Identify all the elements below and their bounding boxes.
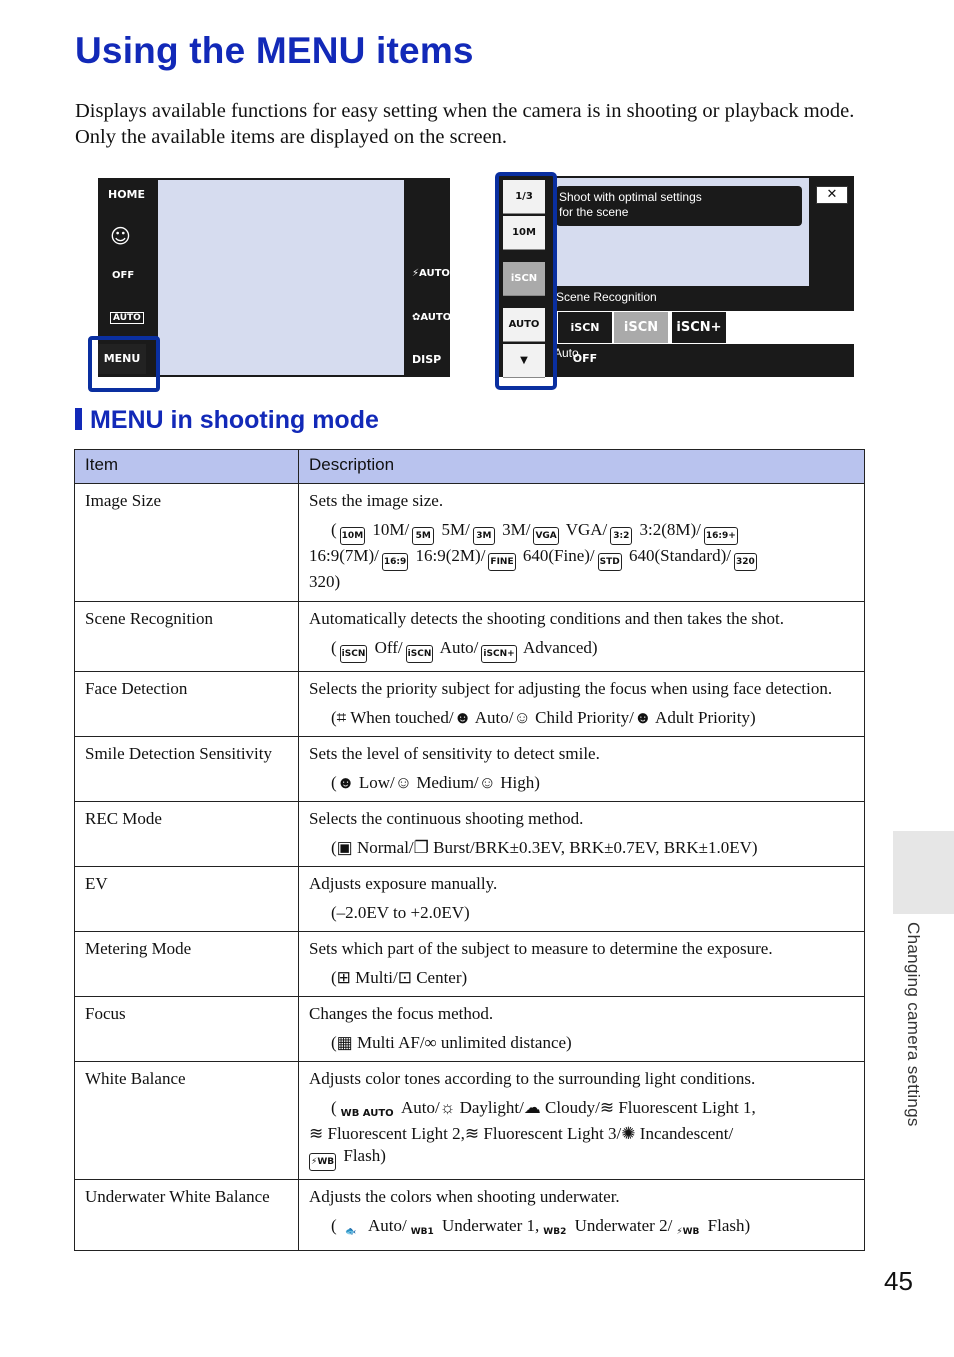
adult-priority-icon: ☻ [633,708,652,727]
scene-advanced-option[interactable]: iSCN+ [672,312,726,343]
underwater-auto-icon: 🐟 [345,1227,357,1237]
table-row [75,672,865,737]
auto-label: Auto [554,346,579,360]
movie-fine-icon: FINE [488,553,515,571]
menu-table [74,449,865,1251]
page-indicator[interactable]: 1/3 [503,180,545,214]
desc-cell: Selects the continuous shooting method. (▣ Normal/❐ Burst/BRK±0.3EV, BRK±0.7EV, BRK±1.0EV) [299,802,865,867]
section-bar [75,408,82,430]
table-row [75,1062,865,1180]
image-size-3-2-icon: 3:2 [610,527,632,545]
close-button[interactable]: ✕ [816,186,848,204]
side-tab-label: Changing camera settings [904,922,923,1127]
desc-cell: Sets which part of the subject to measure to determine the exposure. (⊞ Multi/⊡ Center) [299,932,865,997]
underwater-flash-icon: ⚡WB [676,1227,700,1237]
image-size-icon[interactable]: 10M [503,216,545,250]
metering-center-icon: ⊡ [397,968,412,987]
face-detection-icon[interactable]: AUTO [503,308,545,342]
scene-auto-icon: iSCN [406,645,434,663]
scene-recognition-icon[interactable]: iSCN [503,262,545,296]
flash-auto-icon[interactable]: ⚡AUTO [412,268,450,279]
scene-auto-option[interactable]: iSCN [614,312,668,343]
side-tab [893,831,954,914]
multi-af-icon: ▦ [336,1033,353,1052]
infinity-icon: ∞ [424,1033,437,1052]
image-size-10m-icon: 10M [340,527,365,545]
image-size-3m-icon: 3M [473,527,495,545]
page-number: 45 [884,1266,913,1296]
movie-320-icon: 320 [734,553,757,571]
header-item: Item [75,450,299,484]
wb-auto-icon: WB AUTO [340,1108,394,1119]
menu-column-highlight [495,172,557,390]
disp-button[interactable]: DISP [412,353,442,366]
item-cell: Image Size [75,484,299,602]
table-row [75,997,865,1062]
intro-text: Displays available functions for easy setting when the camera is in shooting or playback mode. Only the available items are displayed on the screen. [75,100,855,148]
incandescent-icon: ✺ [621,1124,636,1143]
item-cell: Face Detection [75,672,299,737]
item-cell: Smile Detection Sensitivity [75,737,299,802]
desc-cell: Changes the focus method. (▦ Multi AF/∞ unlimited distance) [299,997,865,1062]
scene-off-option[interactable]: iSCN OFF [558,312,612,343]
daylight-icon: ☼ [439,1098,456,1117]
metering-multi-icon: ⊞ [336,968,351,987]
image-size-vga-icon: VGA [533,527,558,545]
item-cell: REC Mode [75,802,299,867]
scene-recognition-label: Scene Recognition [556,290,657,304]
underwater-2-icon: WB2 [543,1227,567,1237]
desc-cell: Adjusts color tones according to the surrounding light conditions. ( WB AUTO Auto/☼ Daylight/☁ Cloudy/≋ Fluorescent Light 1, ≋ Fluorescent Light 2,≋ Fluorescent Light 3/✺ Incandescent/ ⚡WB Flash) [299,1062,865,1180]
desc-cell: Sets the level of sensitivity to detect smile. (☻ Low/☺ Medium/☺ High) [299,737,865,802]
burst-icon: ❐ [413,838,429,857]
cloudy-icon: ☁ [523,1098,541,1117]
desc-cell: Adjusts exposure manually. (–2.0EV to +2.0EV) [299,867,865,932]
face-auto-icon: ☻ [453,708,472,727]
image-size-16-9-plus-icon: 16:9+ [704,527,738,545]
normal-icon: ▣ [336,838,353,857]
table-row [75,602,865,672]
home-button[interactable]: HOME [108,188,146,201]
table-row [75,867,865,932]
movie-std-icon: STD [598,553,622,571]
section-title: MENU in shooting mode [75,406,379,435]
table-row [75,802,865,867]
auto-mode-icon[interactable]: AUTO [110,312,144,324]
smile-low-icon: ☻ [336,773,355,792]
menu-button[interactable]: MENU [98,344,146,374]
item-cell: Focus [75,997,299,1062]
item-cell: Underwater White Balance [75,1180,299,1251]
fluorescent-2-icon: ≋ [309,1124,324,1143]
desc-cell: Automatically detects the shooting conditions and then takes the shot. ( iSCN Off/ iSCN Auto/ iSCN+ Advanced) [299,602,865,672]
image-size-5m-icon: 5M [412,527,434,545]
scene-off-icon: iSCN [340,645,368,663]
smile-icon[interactable]: ☺ [110,224,131,248]
image-size-16-9-icon: 16:9 [382,553,408,571]
desc-cell: Adjusts the colors when shooting underwater. ( 🐟 Auto/ WB1 Underwater 1, WB2 Underwater 2/ ⚡WB Flash) [299,1180,865,1251]
fluorescent-3-icon: ≋ [464,1124,480,1143]
flash-wb-icon: ⚡WB [309,1153,336,1171]
macro-auto-icon[interactable]: ✿AUTO [412,312,452,323]
page-title: Using the MENU items [75,30,474,71]
item-cell: White Balance [75,1062,299,1180]
table-row [75,484,865,602]
table-row [75,737,865,802]
child-priority-icon: ☺ [513,708,531,727]
table-row [75,1180,865,1251]
face-touch-icon: ⌗ [336,708,347,727]
self-timer-off-icon[interactable]: OFF [112,270,135,281]
smile-high-icon: ☺ [478,773,497,792]
underwater-1-icon: WB1 [410,1227,434,1237]
scene-tip: Shoot with optimal settings for the scene [556,186,802,226]
item-cell: EV [75,867,299,932]
smile-medium-icon: ☺ [394,773,413,792]
table-row [75,932,865,997]
fluorescent-1-icon: ≋ [599,1098,615,1117]
chevron-down-icon[interactable]: ▼ [503,344,545,378]
scene-advanced-icon: iSCN+ [481,645,516,663]
lcd-preview [158,180,404,375]
desc-cell: Sets the image size. ( 10M 10M/ 5M 5M/ 3M 3M/ VGA VGA/ 3:2 3:2(8M)/ 16:9+ 16:9(7M)/ 16:9 16:9(2M)/ FINE 640(Fine)/ STD 640(Standard)/ 320 320) [299,484,865,602]
desc-cell: Selects the priority subject for adjusting the focus when using face detection. (⌗ When touched/☻ Auto/☺ Child Priority/☻ Adult Priority) [299,672,865,737]
item-cell: Scene Recognition [75,602,299,672]
header-description: Description [299,450,865,484]
item-cell: Metering Mode [75,932,299,997]
